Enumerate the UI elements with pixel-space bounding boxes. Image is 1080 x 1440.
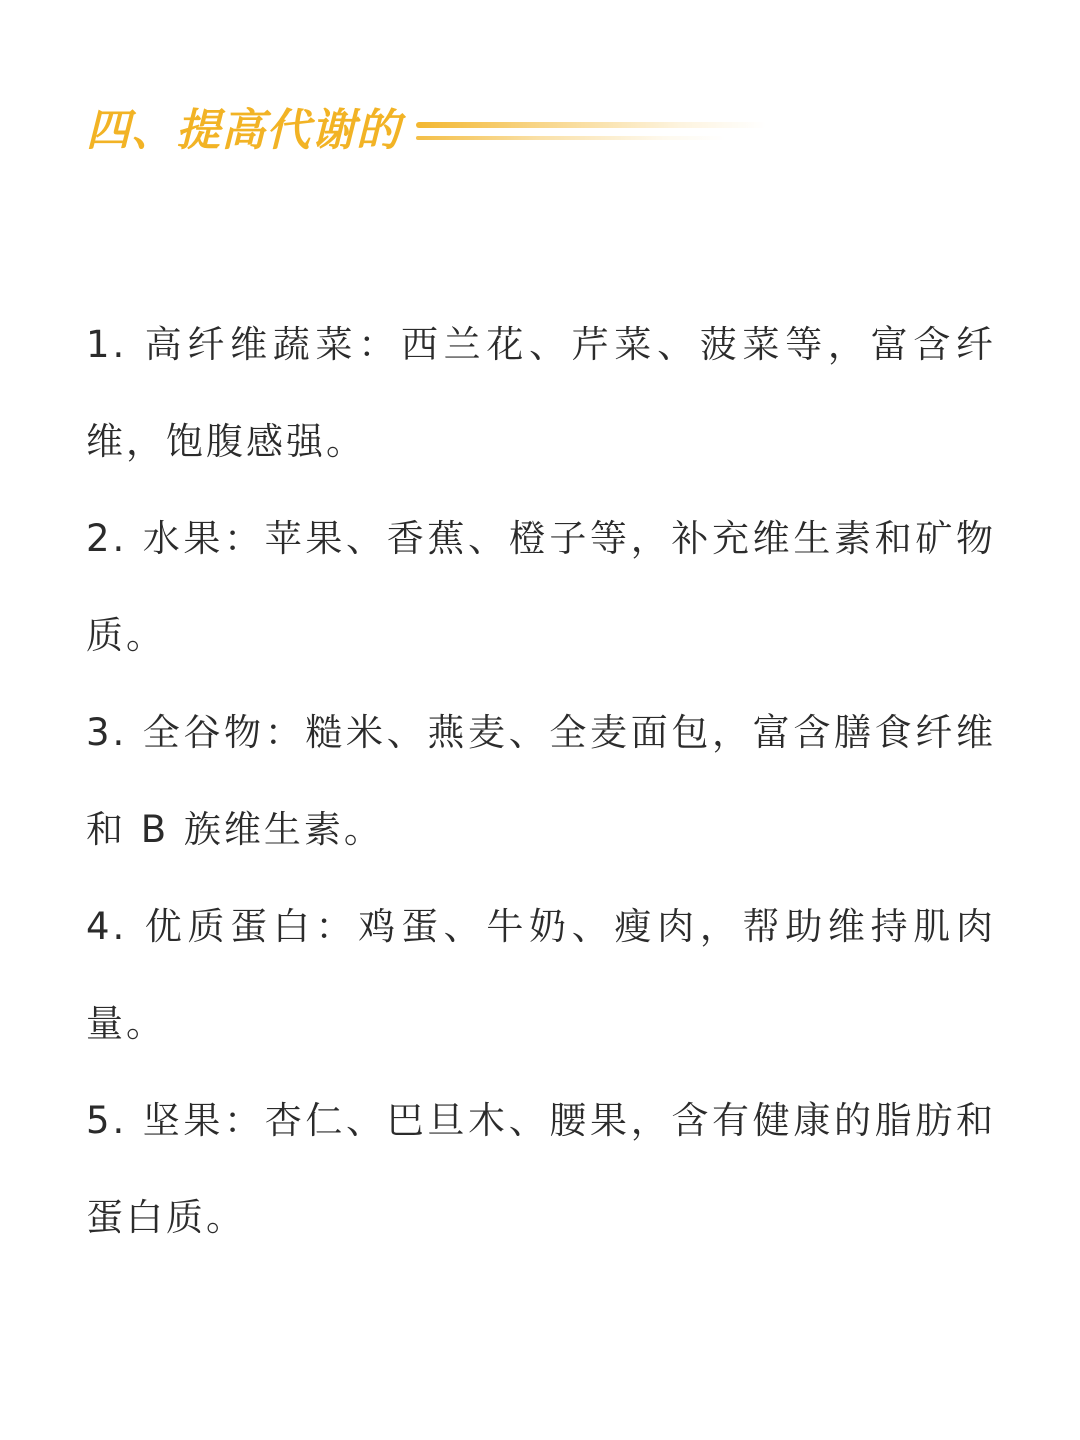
list-item-vegetables: 1. 高纤维蔬菜：西兰花、芹菜、菠菜等，富含纤维，饱腹感强。	[86, 323, 996, 463]
section-heading	[86, 96, 766, 166]
heading-brush-decoration	[416, 114, 766, 148]
food-list	[86, 296, 996, 1266]
list-item-whole-grains: 3. 全谷物：糙米、燕麦、全麦面包，富含膳食纤维和 B 族维生素。	[86, 711, 996, 851]
list-item-protein: 4. 优质蛋白：鸡蛋、牛奶、瘦肉，帮助维持肌肉量。	[86, 905, 996, 1045]
list-item-nuts: 5. 坚果：杏仁、巴旦木、腰果，含有健康的脂肪和蛋白质。	[86, 1099, 996, 1239]
section-title: 四、提高代谢的	[86, 105, 401, 156]
list-item-fruits: 2. 水果：苹果、香蕉、橙子等，补充维生素和矿物质。	[86, 517, 996, 657]
